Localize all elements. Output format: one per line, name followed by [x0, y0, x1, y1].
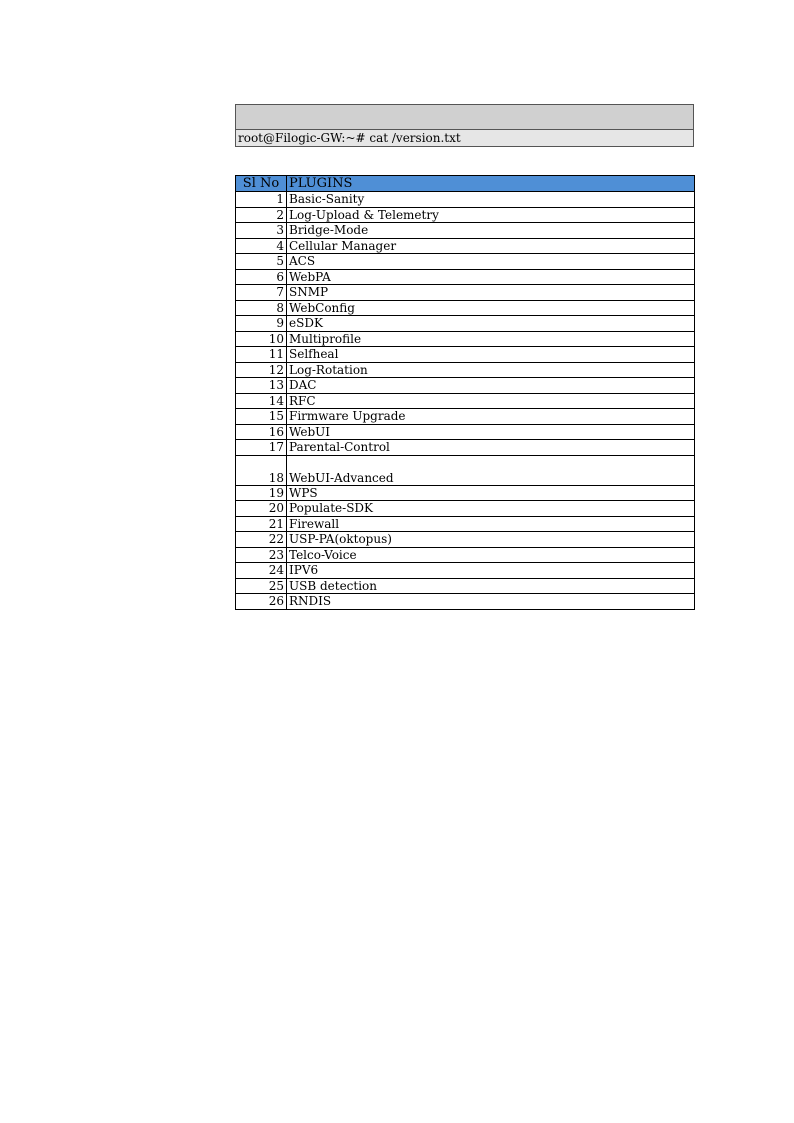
plugin-name: Multiprofile — [287, 331, 695, 347]
row-number: 20 — [236, 501, 287, 517]
table-row — [236, 238, 695, 254]
row-number: 26 — [236, 594, 287, 610]
row-number: 14 — [236, 393, 287, 409]
table-row — [236, 485, 695, 501]
plugin-name: Firmware Upgrade — [287, 409, 695, 425]
column-header-sl-no: Sl No — [236, 176, 287, 192]
plugin-name: Populate-SDK — [287, 501, 695, 517]
table-row — [236, 316, 695, 332]
row-number: 10 — [236, 331, 287, 347]
row-number: 13 — [236, 378, 287, 394]
plugin-name: eSDK — [287, 316, 695, 332]
row-number: 24 — [236, 563, 287, 579]
table-row — [236, 440, 695, 456]
table-row — [236, 424, 695, 440]
row-number: 2 — [236, 207, 287, 223]
command-block — [235, 104, 694, 147]
plugin-name: Cellular Manager — [287, 238, 695, 254]
command-header — [236, 105, 693, 130]
plugin-name: IPV6 — [287, 563, 695, 579]
table-row — [236, 192, 695, 208]
table-row — [236, 578, 695, 594]
row-number: 12 — [236, 362, 287, 378]
table-row — [236, 254, 695, 270]
table-row — [236, 563, 695, 579]
plugin-name: RFC — [287, 393, 695, 409]
row-number: 11 — [236, 347, 287, 363]
table-row — [236, 501, 695, 517]
table-row — [236, 331, 695, 347]
plugin-name: Telco-Voice — [287, 547, 695, 563]
plugins-table — [235, 175, 695, 610]
row-number: 9 — [236, 316, 287, 332]
table-row — [236, 362, 695, 378]
row-number: 15 — [236, 409, 287, 425]
plugin-name: Selfheal — [287, 347, 695, 363]
table-header-row — [236, 176, 695, 192]
table-row — [236, 223, 695, 239]
plugin-name: USB detection — [287, 578, 695, 594]
plugin-name: Log-Upload & Telemetry — [287, 207, 695, 223]
plugin-name: WebUI-Advanced — [287, 455, 695, 485]
plugin-name: DAC — [287, 378, 695, 394]
command-line: root@Filogic-GW:~# cat /version.txt — [236, 130, 693, 146]
table-row — [236, 532, 695, 548]
column-header-plugins: PLUGINS — [287, 176, 695, 192]
table-row — [236, 207, 695, 223]
plugin-name: Firewall — [287, 516, 695, 532]
plugin-name: RNDIS — [287, 594, 695, 610]
table-row — [236, 409, 695, 425]
table-row — [236, 393, 695, 409]
plugin-name: Parental-Control — [287, 440, 695, 456]
table-row — [236, 378, 695, 394]
row-number: 4 — [236, 238, 287, 254]
table-row — [236, 269, 695, 285]
row-number: 23 — [236, 547, 287, 563]
row-number: 19 — [236, 485, 287, 501]
row-number: 18 — [236, 455, 287, 485]
table-row — [236, 347, 695, 363]
plugin-name: WebPA — [287, 269, 695, 285]
row-number: 6 — [236, 269, 287, 285]
row-number: 7 — [236, 285, 287, 301]
row-number: 1 — [236, 192, 287, 208]
table-row — [236, 300, 695, 316]
plugin-name: WebConfig — [287, 300, 695, 316]
row-number: 22 — [236, 532, 287, 548]
table-row — [236, 455, 695, 485]
plugin-name: Log-Rotation — [287, 362, 695, 378]
table-row — [236, 547, 695, 563]
plugin-name: WebUI — [287, 424, 695, 440]
plugin-name: USP-PA(oktopus) — [287, 532, 695, 548]
row-number: 25 — [236, 578, 287, 594]
plugin-name: Bridge-Mode — [287, 223, 695, 239]
row-number: 3 — [236, 223, 287, 239]
table-row — [236, 285, 695, 301]
plugin-name: Basic-Sanity — [287, 192, 695, 208]
plugin-name: SNMP — [287, 285, 695, 301]
row-number: 8 — [236, 300, 287, 316]
plugin-name: WPS — [287, 485, 695, 501]
table-row — [236, 516, 695, 532]
row-number: 16 — [236, 424, 287, 440]
row-number: 5 — [236, 254, 287, 270]
table-row — [236, 594, 695, 610]
row-number: 21 — [236, 516, 287, 532]
plugin-name: ACS — [287, 254, 695, 270]
row-number: 17 — [236, 440, 287, 456]
